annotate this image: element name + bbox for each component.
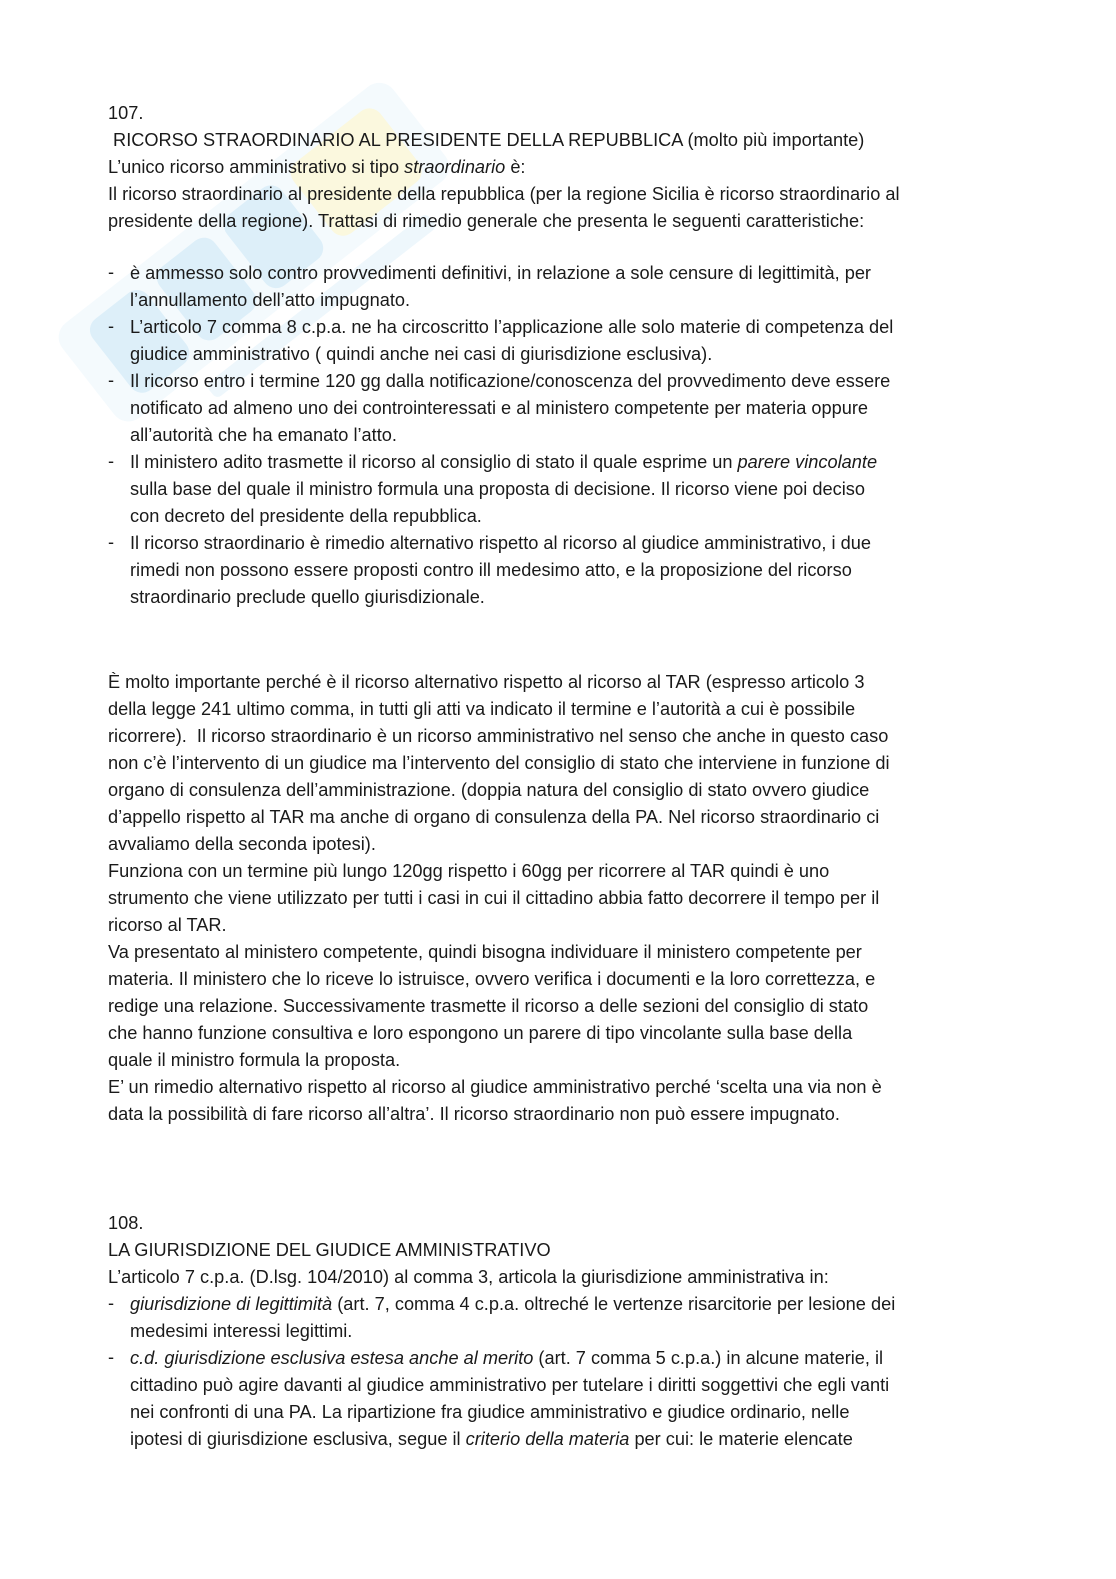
italic-text: straordinario (404, 157, 506, 177)
section-number: 107. (108, 103, 144, 123)
bullet-item (108, 368, 1028, 449)
text-line (108, 939, 1028, 966)
bullet-list (108, 1291, 1028, 1453)
text-segment: ricorrere). Il ricorso straordinario è un ricorso amministrativo nel senso che anche in questo caso (108, 726, 889, 746)
text-segment: data la possibilità di fare ricorso all’altra’. Il ricorso straordinario non può essere impugnato. (108, 1104, 840, 1124)
text-segment: Il ministero adito trasmette il ricorso al consiglio di stato il quale esprime un (130, 452, 738, 472)
dash-bullet: - (108, 1293, 115, 1313)
text-line (130, 449, 1028, 476)
text-segment: medesimi interessi legittimi. (130, 1321, 353, 1341)
text-line (108, 1101, 1028, 1128)
bullet-item (108, 530, 1028, 611)
text-line (130, 395, 1028, 422)
text-line (130, 1318, 1028, 1345)
text-segment: è: (505, 157, 526, 177)
text-line (108, 885, 1028, 912)
text-line (108, 858, 1028, 885)
bullet-item (108, 314, 1028, 368)
text-line (108, 966, 1028, 993)
text-segment: è ammesso solo contro provvedimenti definitivi, in relazione a sole censure di legittimità, per (130, 263, 871, 283)
bullet-list (108, 260, 1028, 611)
document-content (108, 100, 1028, 1453)
text-line (130, 287, 1028, 314)
text-line (130, 1345, 1028, 1372)
text-line (108, 1047, 1028, 1074)
body-paragraphs (108, 669, 1028, 1128)
text-segment: rimedi non possono essere proposti contro ill medesimo atto, e la proposizione del ricorso (130, 560, 852, 580)
text-segment: È molto importante perché è il ricorso alternativo rispetto al ricorso al TAR (espresso articolo 3 (108, 672, 865, 692)
text-line (130, 1426, 1028, 1453)
section-intro (108, 154, 1028, 235)
text-segment: che hanno funzione consultiva e loro espongono un parere di tipo vincolante sulla base della (108, 1023, 853, 1043)
section-intro (108, 1264, 1028, 1291)
italic-text: giurisdizione di legittimità (130, 1294, 333, 1314)
bullet-item (108, 1345, 1028, 1453)
text-line (108, 912, 1028, 939)
text-segment: straordinario preclude quello giurisdizionale. (130, 587, 485, 607)
text-line (108, 154, 1028, 181)
text-line (108, 1074, 1028, 1101)
dash-bullet: - (108, 370, 115, 390)
text-segment: ricorso al TAR. (108, 915, 227, 935)
text-segment: Funziona con un termine più lungo 120gg rispetto i 60gg per ricorrere al TAR quindi è uno (108, 861, 830, 881)
text-line (108, 208, 1028, 235)
text-segment: quale il ministro formula la proposta. (108, 1050, 401, 1070)
text-segment: redige una relazione. Successivamente trasmette il ricorso a delle sezioni del consiglio di stato (108, 996, 869, 1016)
text-line (130, 476, 1028, 503)
text-line (130, 260, 1028, 287)
italic-text: parere vincolante (737, 452, 878, 472)
text-segment: ipotesi di giurisdizione esclusiva, segue il (130, 1429, 466, 1449)
text-line (130, 503, 1028, 530)
text-segment: Il ricorso straordinario è rimedio alternativo rispetto al ricorso al giudice amministrativo, i due (130, 533, 871, 553)
dash-bullet: - (108, 532, 115, 552)
text-segment: L’unico ricorso amministrativo si tipo (108, 157, 405, 177)
text-line (130, 1291, 1028, 1318)
bullet-item (108, 260, 1028, 314)
text-line (130, 422, 1028, 449)
text-line (108, 750, 1028, 777)
italic-text: criterio della materia (465, 1429, 630, 1449)
text-line (130, 341, 1028, 368)
text-line (130, 1372, 1028, 1399)
text-line (108, 1264, 1028, 1291)
bullet-item (108, 1291, 1028, 1345)
text-segment: non c’è l’intervento di un giudice ma l’intervento del consiglio di stato che interviene in funzione di (108, 753, 890, 773)
text-line (108, 723, 1028, 750)
dash-bullet: - (108, 262, 115, 282)
text-segment: E’ un rimedio alternativo rispetto al ricorso al giudice amministrativo perché ‘scelta una via non è (108, 1077, 882, 1097)
text-segment: strumento che viene utilizzato per tutti i casi in cui il cittadino abbia fatto decorrere il tempo per il (108, 888, 880, 908)
text-segment: presidente della regione). Trattasi di rimedio generale che presenta le seguenti caratteristiche: (108, 211, 865, 231)
text-segment: L’articolo 7 comma 8 c.p.a. ne ha circoscritto l’applicazione alle solo materie di competenza del (130, 317, 894, 337)
section-108 (108, 1210, 1028, 1453)
text-segment: con decreto del presidente della repubblica. (130, 506, 482, 526)
text-segment: Il ricorso straordinario al presidente della repubblica (per la regione Sicilia è ricorso straordinario al (108, 184, 900, 204)
text-segment: d’appello rispetto al TAR ma anche di organo di consulenza della PA. Nel ricorso straordinario ci (108, 807, 880, 827)
text-line (108, 1020, 1028, 1047)
text-line (108, 993, 1028, 1020)
text-line (108, 831, 1028, 858)
section-number: 108. (108, 1213, 144, 1233)
text-line (130, 530, 1028, 557)
text-segment: sulla base del quale il ministro formula una proposta di decisione. Il ricorso viene poi deciso (130, 479, 865, 499)
text-line (108, 804, 1028, 831)
text-line (130, 584, 1028, 611)
dash-bullet: - (108, 1347, 115, 1367)
text-segment: (art. 7 comma 5 c.p.a.) in alcune materie, il (533, 1348, 884, 1368)
text-segment: cittadino può agire davanti al giudice amministrativo per tutelare i diritti soggettivi che egli vanti (130, 1375, 890, 1395)
text-segment: giudice amministrativo ( quindi anche nei casi di giurisdizione esclusiva). (130, 344, 713, 364)
text-segment: all’autorità che ha emanato l’atto. (130, 425, 397, 445)
text-segment: Va presentato al ministero competente, quindi bisogna individuare il ministero competente per (108, 942, 862, 962)
text-segment: (art. 7, comma 4 c.p.a. oltreché le vertenze risarcitorie per lesione dei (332, 1294, 896, 1314)
dash-bullet: - (108, 316, 115, 336)
text-line (108, 181, 1028, 208)
text-segment: organo di consulenza dell’amministrazione. (doppia natura del consiglio di stato ovvero giudice (108, 780, 870, 800)
section-title: LA GIURISDIZIONE DEL GIUDICE AMMINISTRATIVO (108, 1240, 551, 1260)
text-line (130, 314, 1028, 341)
text-line (108, 696, 1028, 723)
text-line (130, 368, 1028, 395)
text-segment: avvaliamo della seconda ipotesi). (108, 834, 376, 854)
section-107 (108, 100, 1028, 1128)
dash-bullet: - (108, 451, 115, 471)
text-segment: Il ricorso entro i termine 120 gg dalla notificazione/conoscenza del provvedimento deve essere (130, 371, 891, 391)
text-segment: notificato ad almeno uno dei controinteressati e al ministero competente per materia oppure (130, 398, 869, 418)
text-segment: della legge 241 ultimo comma, in tutti gli atti va indicato il termine e l’autorità a cui è possibile (108, 699, 856, 719)
bullet-item (108, 449, 1028, 530)
text-segment: L’articolo 7 c.p.a. (D.lsg. 104/2010) al comma 3, articola la giurisdizione amministrativa in: (108, 1267, 829, 1287)
section-title: RICORSO STRAORDINARIO AL PRESIDENTE DELLA REPUBBLICA (molto più importante) (108, 130, 865, 150)
italic-text: c.d. giurisdizione esclusiva estesa anche al merito (130, 1348, 534, 1368)
text-segment: l’annullamento dell’atto impugnato. (130, 290, 411, 310)
text-line (130, 1399, 1028, 1426)
text-line (130, 557, 1028, 584)
text-segment: nei confronti di una PA. La ripartizione fra giudice amministrativo e giudice ordinario, nelle (130, 1402, 850, 1422)
text-segment: materia. Il ministero che lo riceve lo istruisce, ovvero verifica i documenti e la loro correttezza, e (108, 969, 876, 989)
text-segment: per cui: le materie elencate (629, 1429, 853, 1449)
text-line (108, 777, 1028, 804)
text-line (108, 669, 1028, 696)
